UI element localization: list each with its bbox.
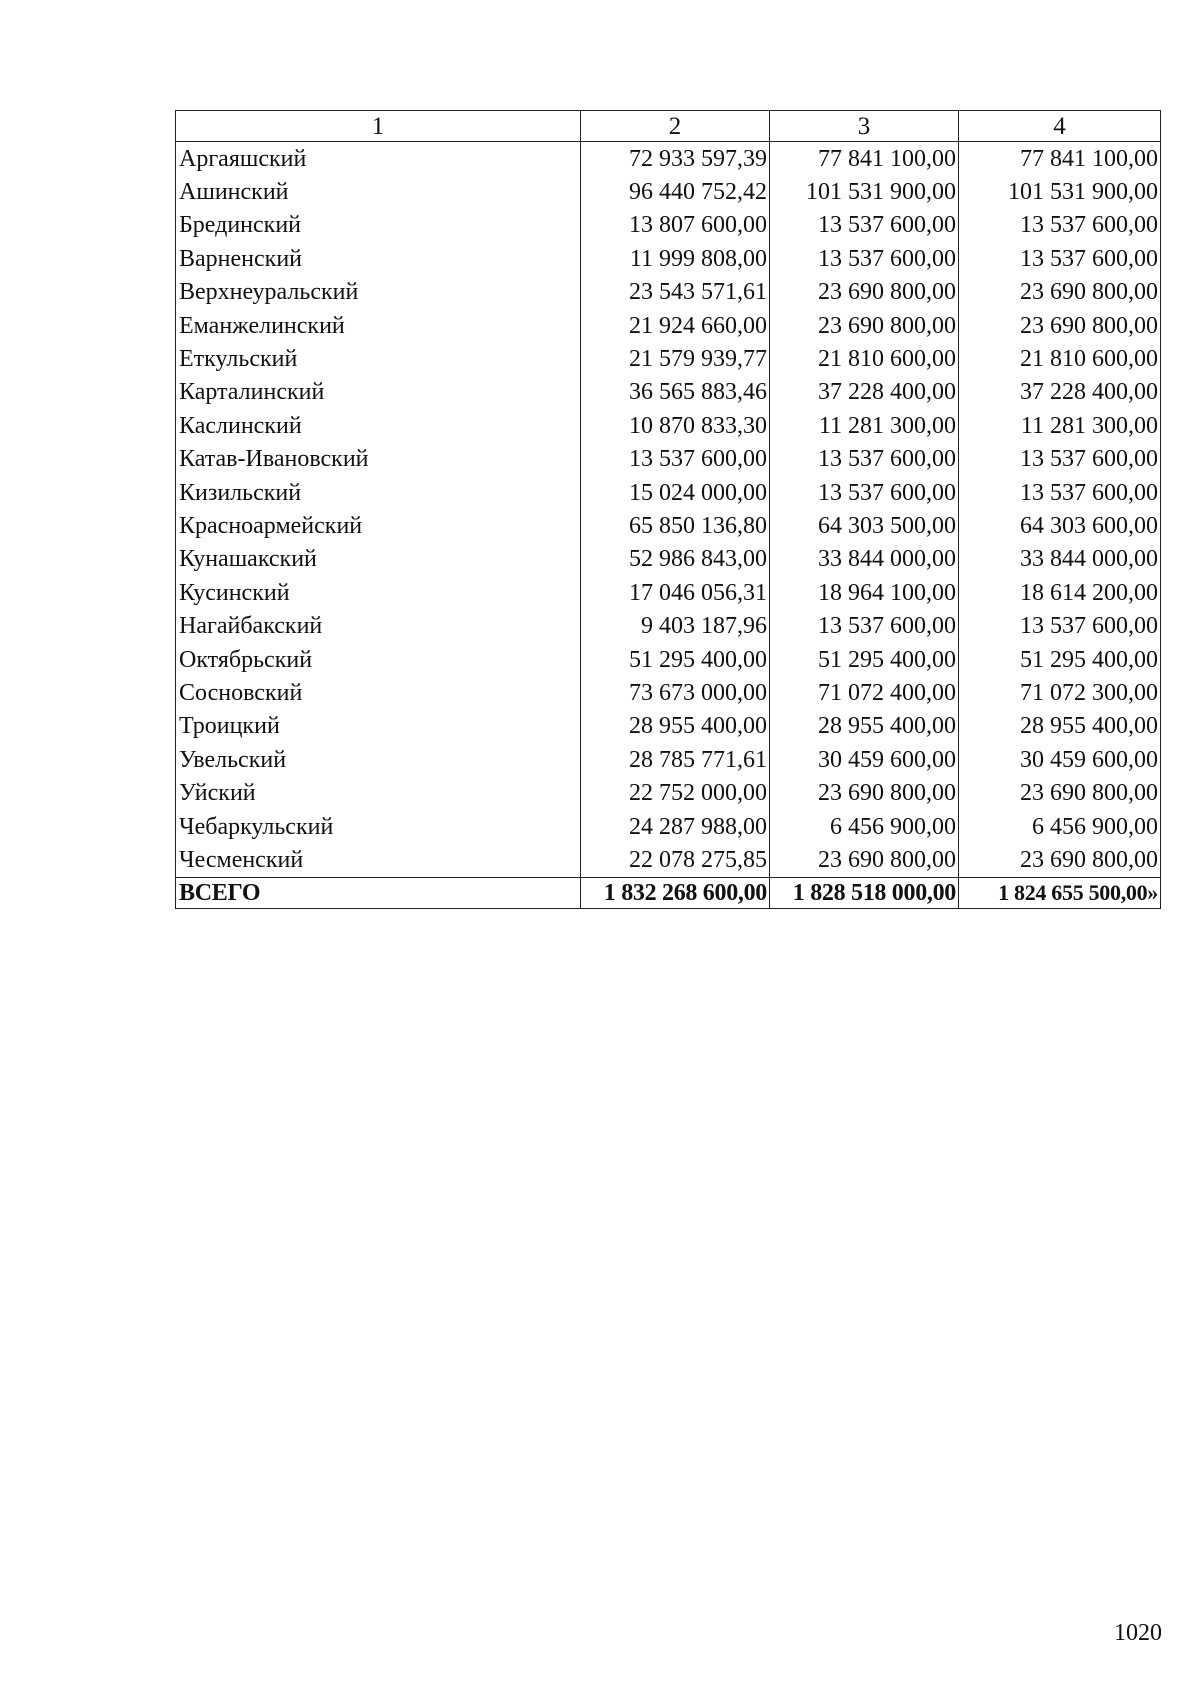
- value-col3: 13 537 600,00: [770, 242, 959, 275]
- district-name: Брединский: [176, 209, 581, 242]
- value-col4: 23 690 800,00: [959, 843, 1161, 877]
- value-col4: 51 295 400,00: [959, 643, 1161, 676]
- value-col4: 33 844 000,00: [959, 543, 1161, 576]
- table-header-row: [176, 111, 1161, 142]
- value-col2: 10 870 833,30: [581, 409, 770, 442]
- value-col2: 65 850 136,80: [581, 509, 770, 542]
- value-col2: 22 078 275,85: [581, 843, 770, 877]
- value-col2: 13 807 600,00: [581, 209, 770, 242]
- column-header-3: 3: [770, 111, 959, 142]
- district-name: Октябрьский: [176, 643, 581, 676]
- value-col2: 21 924 660,00: [581, 309, 770, 342]
- value-col2: 11 999 808,00: [581, 242, 770, 275]
- table-row: [176, 409, 1161, 442]
- district-name: Ашинский: [176, 175, 581, 208]
- value-col2: 24 287 988,00: [581, 810, 770, 843]
- table-row: [176, 609, 1161, 642]
- district-name: Красноармейский: [176, 509, 581, 542]
- value-col4: 71 072 300,00: [959, 676, 1161, 709]
- total-row: [176, 877, 1161, 908]
- value-col2: 51 295 400,00: [581, 643, 770, 676]
- table-row: [176, 676, 1161, 709]
- value-col3: 33 844 000,00: [770, 543, 959, 576]
- value-col4: 18 614 200,00: [959, 576, 1161, 609]
- district-name: Кусинский: [176, 576, 581, 609]
- value-col4: 30 459 600,00: [959, 743, 1161, 776]
- table-row: [176, 776, 1161, 809]
- value-col2: 36 565 883,46: [581, 376, 770, 409]
- table-row: [176, 175, 1161, 208]
- column-header-4: 4: [959, 111, 1161, 142]
- value-col2: 28 955 400,00: [581, 710, 770, 743]
- table-row: [176, 643, 1161, 676]
- district-name: Верхнеуральский: [176, 276, 581, 309]
- table-row: [176, 142, 1161, 176]
- table-row: [176, 309, 1161, 342]
- budget-table: [175, 110, 1161, 909]
- value-col2: 17 046 056,31: [581, 576, 770, 609]
- value-col4: 13 537 600,00: [959, 609, 1161, 642]
- table-row: [176, 743, 1161, 776]
- value-col4: 101 531 900,00: [959, 175, 1161, 208]
- value-col2: 21 579 939,77: [581, 342, 770, 375]
- table-row: [176, 276, 1161, 309]
- table-row: [176, 810, 1161, 843]
- value-col3: 23 690 800,00: [770, 276, 959, 309]
- table-row: [176, 543, 1161, 576]
- district-name: Катав-Ивановский: [176, 443, 581, 476]
- district-name: Сосновский: [176, 676, 581, 709]
- value-col3: 21 810 600,00: [770, 342, 959, 375]
- value-col4: 23 690 800,00: [959, 776, 1161, 809]
- value-col2: 15 024 000,00: [581, 476, 770, 509]
- total-value-col4: 1 824 655 500,00»: [959, 877, 1161, 908]
- value-col4: 23 690 800,00: [959, 276, 1161, 309]
- district-name: Уйский: [176, 776, 581, 809]
- value-col3: 13 537 600,00: [770, 609, 959, 642]
- value-col3: 64 303 500,00: [770, 509, 959, 542]
- value-col3: 71 072 400,00: [770, 676, 959, 709]
- total-value-col3: 1 828 518 000,00: [770, 877, 959, 908]
- district-name: Нагайбакский: [176, 609, 581, 642]
- value-col4: 11 281 300,00: [959, 409, 1161, 442]
- value-col3: 6 456 900,00: [770, 810, 959, 843]
- district-name: Чесменский: [176, 843, 581, 877]
- value-col4: 13 537 600,00: [959, 242, 1161, 275]
- value-col4: 6 456 900,00: [959, 810, 1161, 843]
- table-row: [176, 242, 1161, 275]
- column-header-2: 2: [581, 111, 770, 142]
- value-col2: 22 752 000,00: [581, 776, 770, 809]
- district-name: Карталинский: [176, 376, 581, 409]
- value-col4: 23 690 800,00: [959, 309, 1161, 342]
- table-body: [176, 142, 1161, 909]
- total-value-col2: 1 832 268 600,00: [581, 877, 770, 908]
- value-col3: 77 841 100,00: [770, 142, 959, 176]
- value-col4: 37 228 400,00: [959, 376, 1161, 409]
- page-number: 1020: [1114, 1620, 1162, 1646]
- value-col3: 13 537 600,00: [770, 443, 959, 476]
- value-col3: 28 955 400,00: [770, 710, 959, 743]
- district-name: Чебаркульский: [176, 810, 581, 843]
- district-name: Троицкий: [176, 710, 581, 743]
- value-col2: 96 440 752,42: [581, 175, 770, 208]
- value-col4: 13 537 600,00: [959, 443, 1161, 476]
- value-col2: 23 543 571,61: [581, 276, 770, 309]
- value-col4: 13 537 600,00: [959, 209, 1161, 242]
- district-name: Еткульский: [176, 342, 581, 375]
- table-row: [176, 443, 1161, 476]
- value-col2: 73 673 000,00: [581, 676, 770, 709]
- table-row: [176, 576, 1161, 609]
- district-name: Варненский: [176, 242, 581, 275]
- total-label: ВСЕГО: [176, 877, 581, 908]
- district-name: Кизильский: [176, 476, 581, 509]
- value-col3: 13 537 600,00: [770, 209, 959, 242]
- district-name: Кунашакский: [176, 543, 581, 576]
- value-col3: 37 228 400,00: [770, 376, 959, 409]
- value-col2: 28 785 771,61: [581, 743, 770, 776]
- district-name: Каслинский: [176, 409, 581, 442]
- value-col3: 11 281 300,00: [770, 409, 959, 442]
- table-row: [176, 209, 1161, 242]
- value-col3: 23 690 800,00: [770, 843, 959, 877]
- table-row: [176, 476, 1161, 509]
- value-col4: 28 955 400,00: [959, 710, 1161, 743]
- value-col4: 13 537 600,00: [959, 476, 1161, 509]
- value-col2: 13 537 600,00: [581, 443, 770, 476]
- table-row: [176, 342, 1161, 375]
- table-row: [176, 509, 1161, 542]
- value-col4: 21 810 600,00: [959, 342, 1161, 375]
- value-col3: 23 690 800,00: [770, 776, 959, 809]
- table-row: [176, 376, 1161, 409]
- value-col3: 18 964 100,00: [770, 576, 959, 609]
- value-col4: 77 841 100,00: [959, 142, 1161, 176]
- district-name: Увельский: [176, 743, 581, 776]
- value-col3: 51 295 400,00: [770, 643, 959, 676]
- table-row: [176, 843, 1161, 877]
- column-header-1: 1: [176, 111, 581, 142]
- value-col2: 9 403 187,96: [581, 609, 770, 642]
- value-col2: 52 986 843,00: [581, 543, 770, 576]
- table-row: [176, 710, 1161, 743]
- value-col3: 13 537 600,00: [770, 476, 959, 509]
- value-col2: 72 933 597,39: [581, 142, 770, 176]
- value-col4: 64 303 600,00: [959, 509, 1161, 542]
- value-col3: 30 459 600,00: [770, 743, 959, 776]
- value-col3: 101 531 900,00: [770, 175, 959, 208]
- district-name: Аргаяшский: [176, 142, 581, 176]
- district-name: Еманжелинский: [176, 309, 581, 342]
- value-col3: 23 690 800,00: [770, 309, 959, 342]
